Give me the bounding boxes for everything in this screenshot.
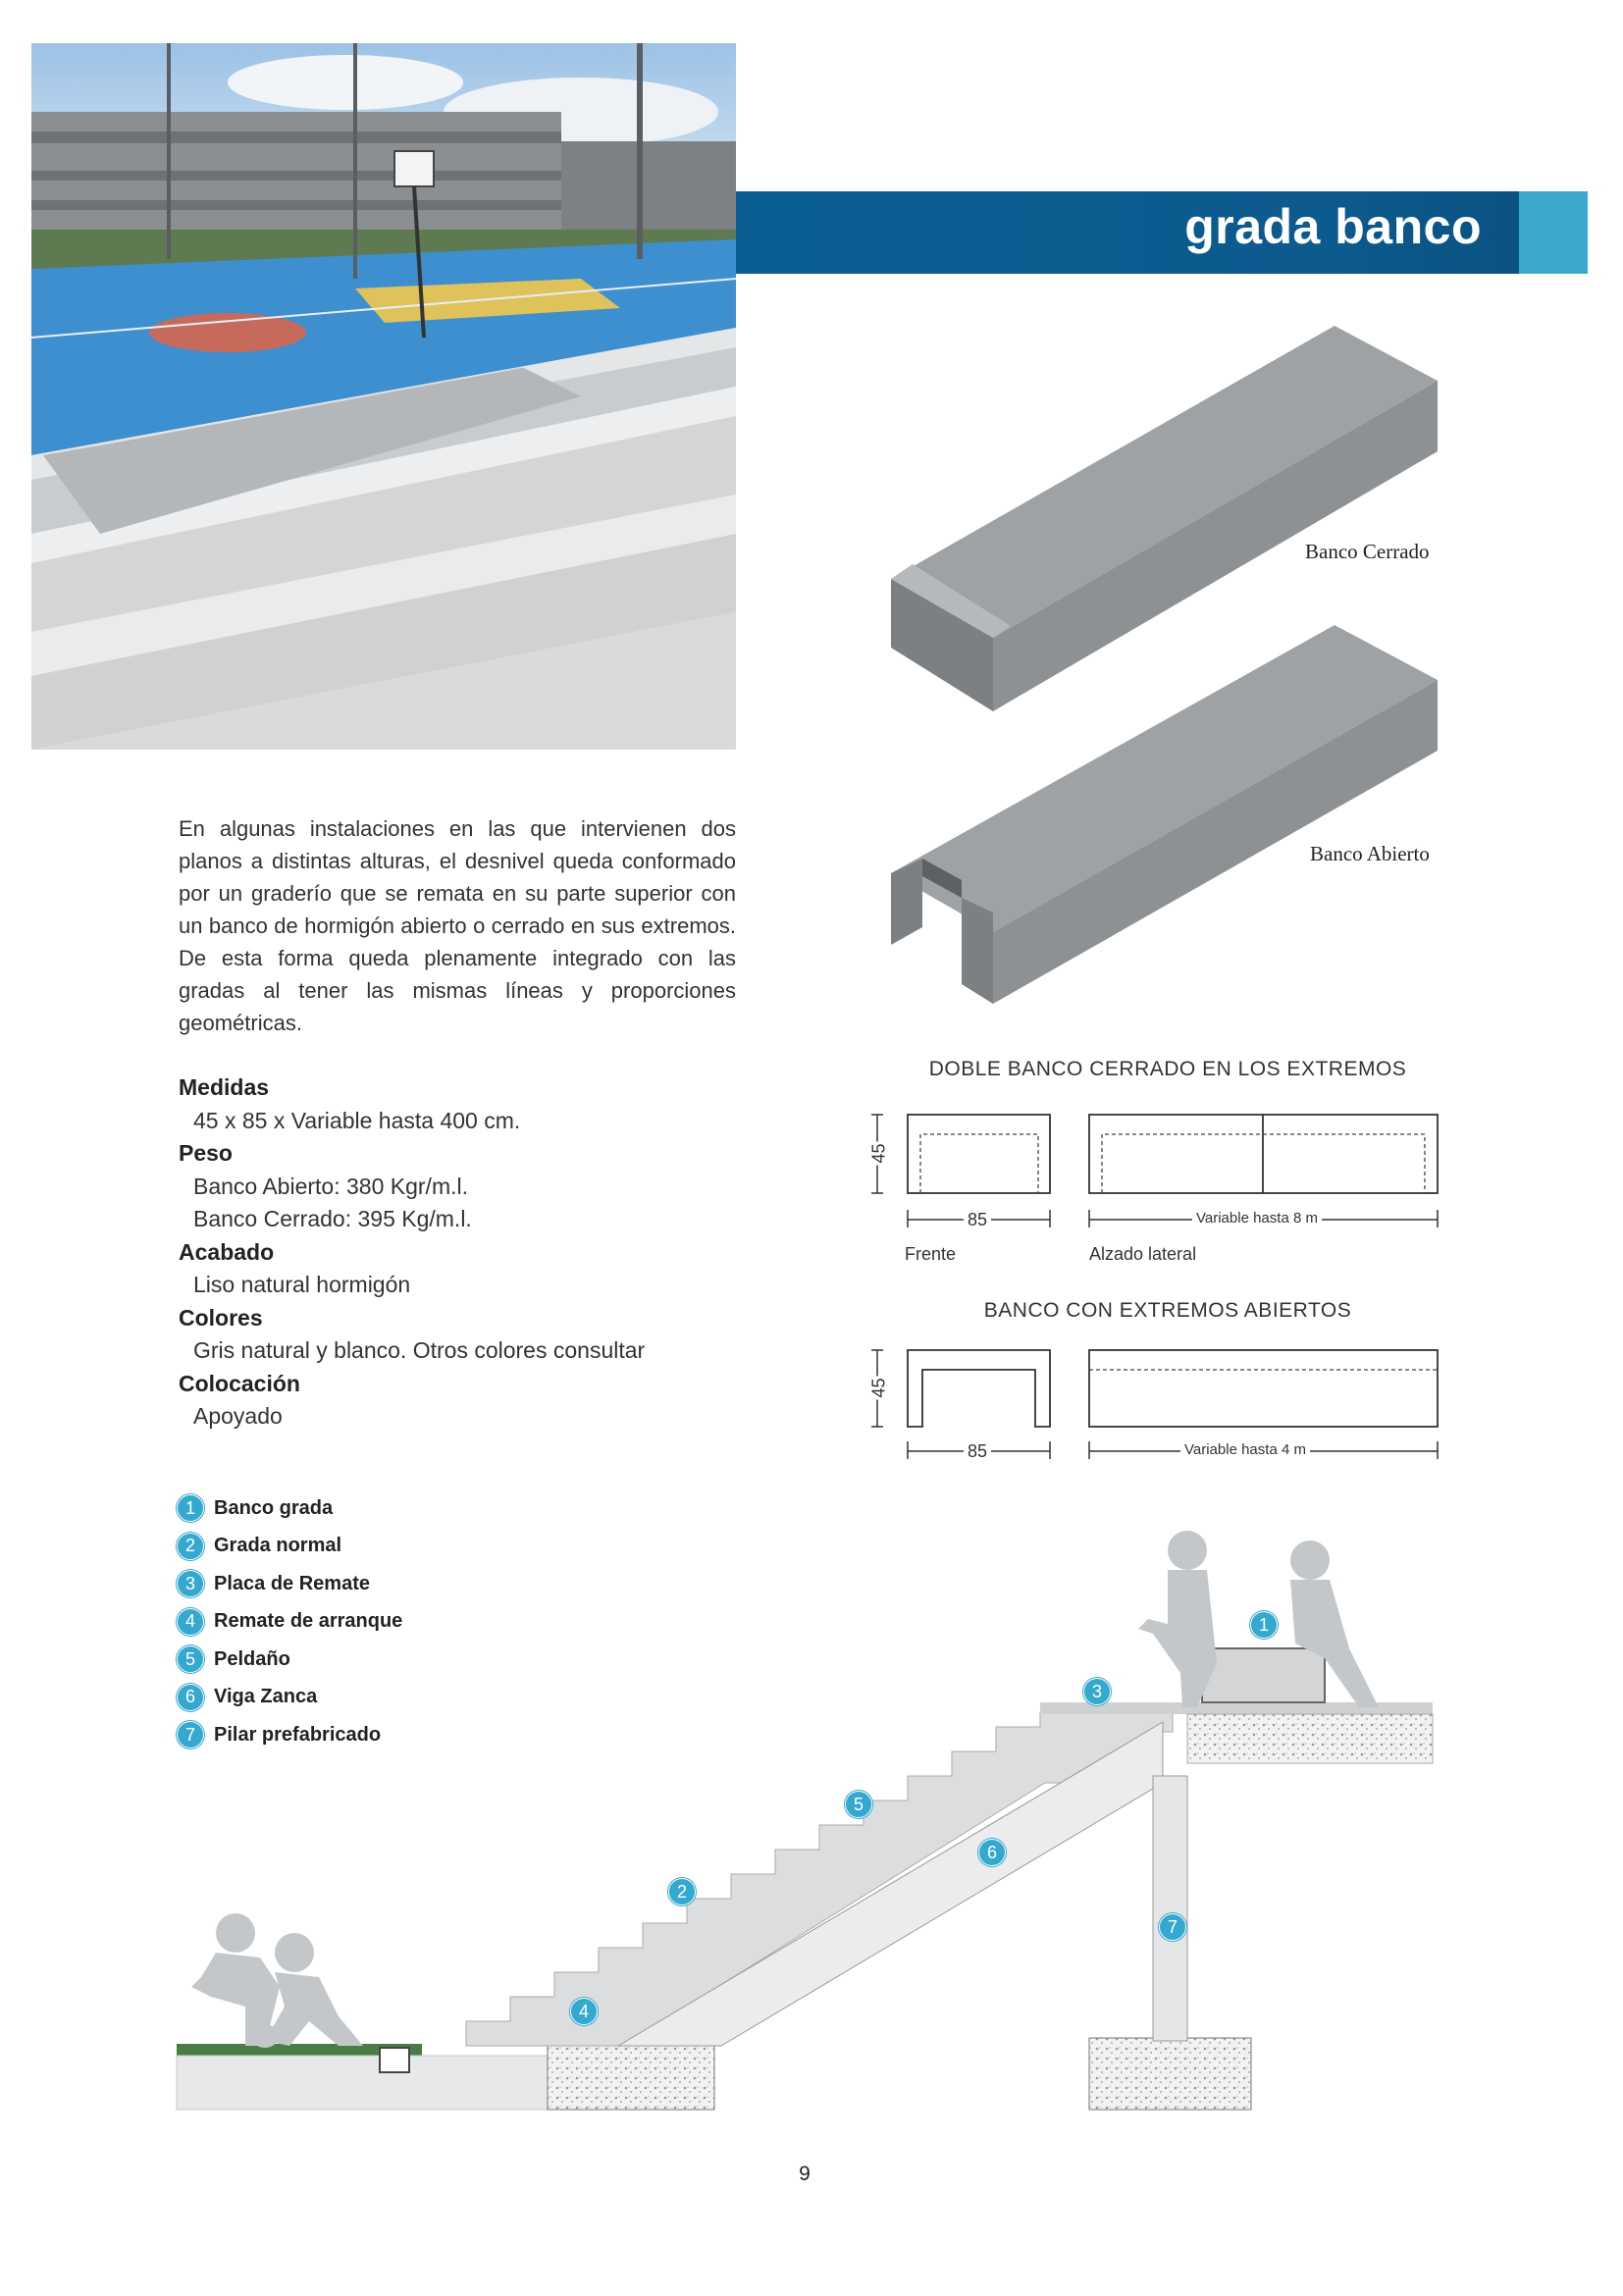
page-title: grada banco — [1184, 199, 1482, 254]
open-ends-height-dim: 45 — [868, 1378, 889, 1398]
legend-label: Placa de Remate — [214, 1572, 370, 1594]
section-marker-2: 2 — [668, 1878, 696, 1905]
double-closed-drawing — [864, 1109, 1452, 1236]
legend-label: Viga Zanca — [214, 1686, 318, 1708]
specifications — [179, 1071, 767, 1434]
section-marker-3: 3 — [1083, 1678, 1111, 1705]
side-view-label: Alzado lateral — [1089, 1244, 1197, 1264]
open-ends-drawing — [864, 1346, 1452, 1469]
spec-heading-medidas: Medidas — [179, 1074, 270, 1100]
double-closed-height-dim: 45 — [868, 1143, 889, 1164]
open-ends-title: BANCO CON EXTREMOS ABIERTOS — [983, 1299, 1352, 1322]
legend-label: Peldaño — [214, 1647, 290, 1670]
legend-badge: 1 — [177, 1494, 204, 1522]
stringer-beam — [618, 1722, 1163, 2046]
spec-heading-acabado: Acabado — [179, 1238, 275, 1265]
legend-badge: 2 — [177, 1533, 204, 1560]
spec-value-colores: Gris natural y blanco. Otros colores consultar — [193, 1337, 646, 1363]
section-marker-5: 5 — [845, 1791, 872, 1818]
open-bench-label: Banco Abierto — [1310, 842, 1430, 865]
front-view-label: Frente — [905, 1244, 957, 1264]
legend-item — [177, 1489, 402, 1528]
legend-badge: 6 — [177, 1684, 204, 1711]
double-closed-length-dim: Variable hasta 8 m — [1192, 1210, 1322, 1226]
legend-badge: 4 — [177, 1608, 204, 1636]
page-number: 9 — [799, 2163, 811, 2185]
title-accent — [1519, 191, 1588, 274]
legend-label: Grada normal — [214, 1535, 342, 1557]
description-paragraph: En algunas instalaciones en las que intervienen dos planos a distintas alturas, el desnivel queda conformado por un graderío que se remata en su parte superior con un banco de hormigón abierto o cerrado en sus extremos. De esta forma queda plenamente integrado con las gradas al tener las mismas líneas y proporciones geométricas. — [179, 816, 736, 1035]
spec-heading-colores: Colores — [179, 1304, 263, 1331]
spec-value-colocacion: Apoyado — [193, 1403, 283, 1429]
bench-block — [1202, 1648, 1325, 1702]
grandstand-photo — [31, 43, 736, 750]
legend-badge: 5 — [177, 1645, 204, 1673]
legend-badge: 7 — [177, 1721, 204, 1748]
section-marker-4: 4 — [570, 1998, 598, 2025]
prefab-pillar — [1153, 1776, 1187, 2041]
spec-heading-colocacion: Colocación — [179, 1370, 300, 1396]
double-closed-title: DOBLE BANCO CERRADO EN LOS EXTREMOS — [928, 1058, 1407, 1080]
section-marker-7: 7 — [1159, 1913, 1186, 1941]
open-ends-length-dim: Variable hasta 4 m — [1180, 1441, 1310, 1458]
double-closed-width-dim: 85 — [964, 1210, 991, 1230]
legend-label: Pilar prefabricado — [214, 1723, 382, 1746]
legend-label: Remate de arranque — [214, 1610, 403, 1633]
spec-heading-peso: Peso — [179, 1140, 233, 1166]
open-bench-illustration — [883, 613, 1452, 1006]
stair-steps — [466, 1712, 1173, 2046]
spec-value-acabado: Liso natural hormigón — [193, 1272, 411, 1297]
pillar-foundation — [1089, 2038, 1251, 2110]
closed-bench-label: Banco Cerrado — [1305, 540, 1430, 563]
legend-badge: 3 — [177, 1570, 204, 1597]
spec-value-peso-abierto: Banco Abierto: 380 Kgr/m.l. — [193, 1173, 468, 1199]
section-marker-1: 1 — [1250, 1611, 1278, 1639]
open-ends-width-dim: 85 — [964, 1441, 991, 1462]
spec-value-medidas: 45 x 85 x Variable hasta 400 cm. — [193, 1107, 521, 1133]
stair-foundation — [548, 2046, 714, 2110]
legend-label: Banco grada — [214, 1496, 334, 1519]
section-marker-6: 6 — [978, 1839, 1006, 1866]
grandstand-photo-illustration — [31, 43, 736, 750]
spec-value-peso-cerrado: Banco Cerrado: 395 Kg/m.l. — [193, 1206, 472, 1231]
